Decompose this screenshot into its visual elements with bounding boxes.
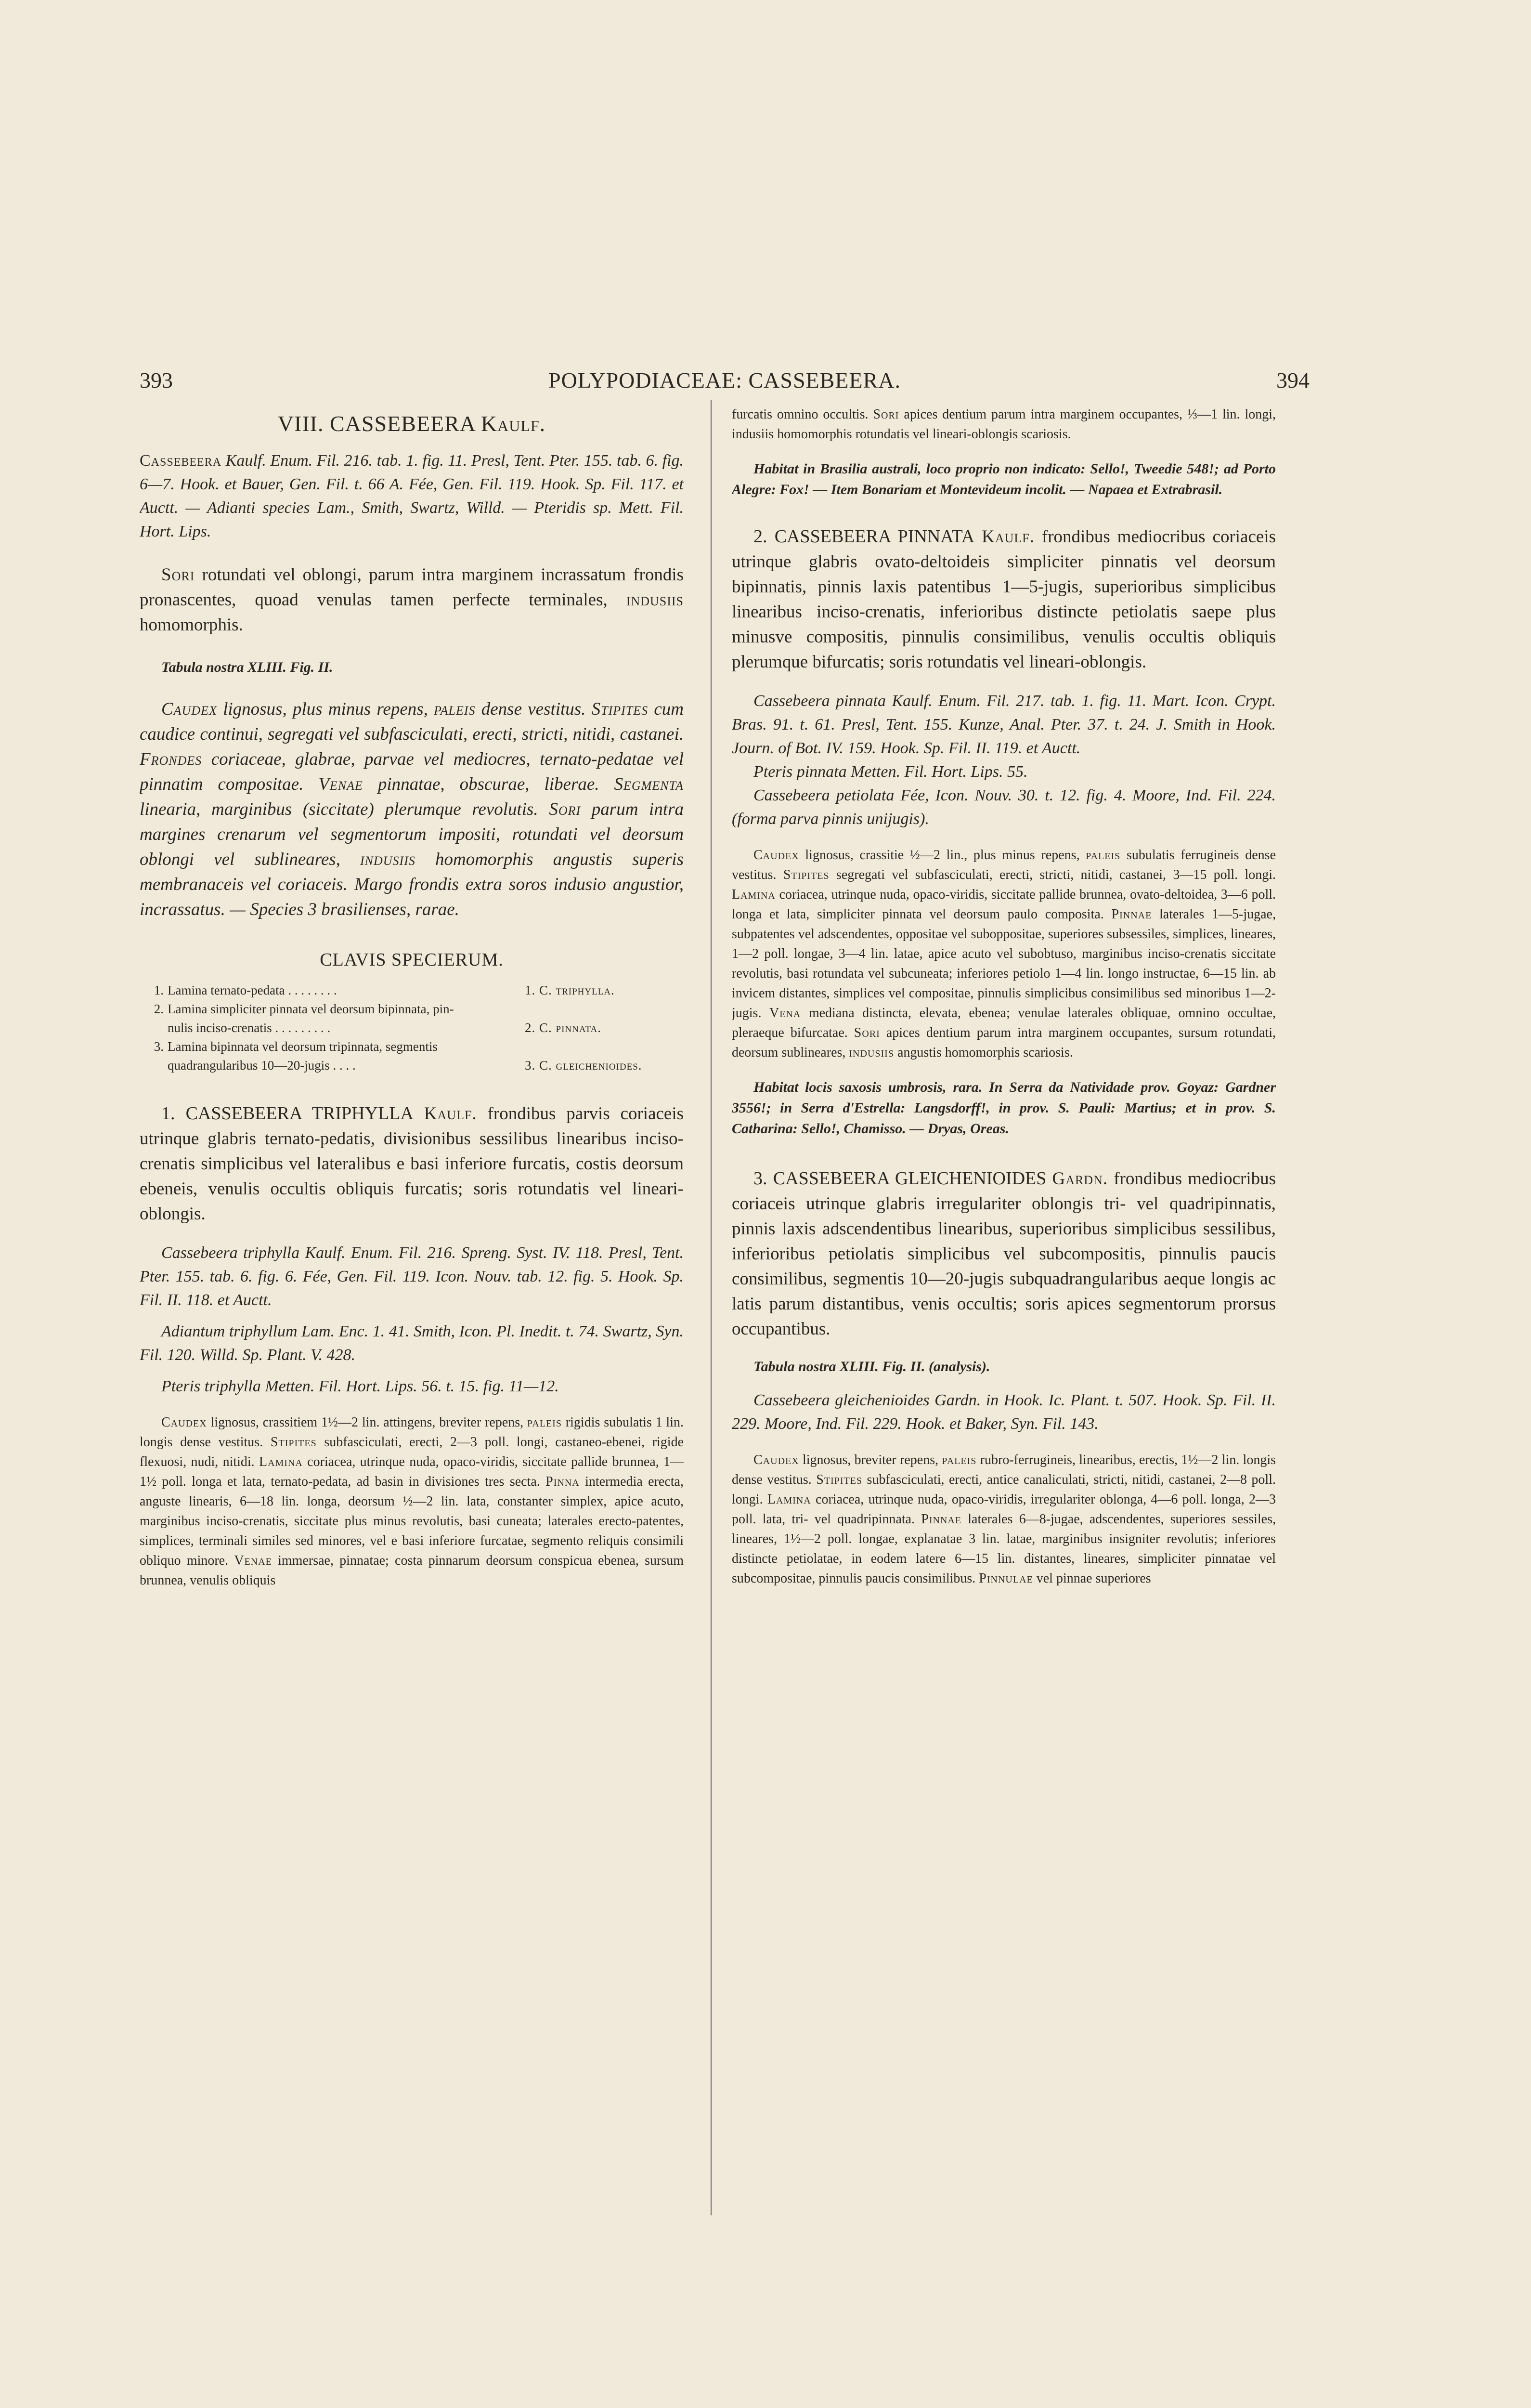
species2-description: Caudex lignosus, crassitie ½—2 lin., plus minus repens, paleis subulatis ferrugineis dense vestitus. Stipites segregati vel subfasciculati, erecti, stricti, nitidi, castanei, 3—15 poll. longi. Lamina coriacea, utrinque nuda, opaco-viridis, siccitate pallide brunnea, ovato-deltoidea, 3—6 poll. longa et lata, simpliciter pinnata vel deorsum paulo composita. Pinnae laterales 1—5-jugae, subpatentes vel adscendentes, oppositae vel suboppositae, superiores subsessiles, simplices, lineares, 1—2 poll. longae, 3—4 lin. latae, apice acuto vel subobtuso, marginibus inciso-crenatis siccitate revolutis, basi rotundata vel subcuneata; inferiores petiolo 1—4 lin. longo instructae, 6—15 lin. ab invicem distantes, simplices vel compositae, pinnulis simplicibus consimilibus sed minoribus 1—2-jugis. Vena mediana distincta, elevata, ebenea; venulae laterales obliquae, omnino occultae, pleraeque bifurcatae. Sori apices dentium parum intra marginem occupantes, sursum rotundati, deorsum sublineares, indusiis angustis homomorphis scariosis. — [732, 848, 1276, 1060]
key-row-continuation: nulis inciso-crenatis . . . . . . . . . 2. C. pinnata. — [168, 1021, 602, 1035]
species2-habitat: Habitat locis saxosis umbrosis, rara. In Serra da Natividade prov. Goyaz: Gardner 3556!; in Serra d'Estrella: Langsdorff!, in prov. S. Pauli: Martius; et in prov. S. Catharina: Sello!, Chamisso. — Dryas, Oreas. — [732, 1079, 1276, 1137]
page-number-left: 393 — [140, 368, 173, 393]
page-header — [140, 366, 1310, 395]
species1-habitat: Habitat in Brasilia australi, loco proprio non indicato: Sello!, Tweedie 548!; ad Porto Alegre: Fox! — Item Bonariam et Montevideum incolit. — Napaea et Extrabrasil. — [732, 461, 1276, 497]
key-row: 3. Lamina bipinnata vel deorsum tripinnata, segmentis — [154, 1039, 438, 1054]
species3-tabula-ref: Tabula nostra XLIII. Fig. II. (analysis). — [753, 1359, 990, 1374]
species3-diagnosis: 3. CASSEBEERA GLEICHENIOIDES Gardn. frondibus mediocribus coriaceis utrinque glabris irregulariter oblongis tri- vel quadripinnatis, pinnis laxis adscendentibus linearibus, superioribus simplicibus sessilibus, inferioribus petiolatis simplicibus vel subcompositis, pinnulis paucis consimilibus, segmentis 10—20-jugis subquadrangularibus aeque longis ac latis parum distantibus, venis occultis; soris apices segmentorum prorsus occupantibus. — [732, 1168, 1276, 1339]
clavis-heading: CLAVIS SPECIERUM. — [320, 950, 504, 970]
species-key — [140, 981, 684, 1075]
left-column — [140, 405, 684, 2225]
species1-diagnosis: 1. CASSEBEERA TRIPHYLLA Kaulf. frondibus parvis coriaceis utrinque glabris ternato-pedatis, divisionibus sessilibus linearibus inciso-crenatis simplicibus vel lateralibus e basi inferiore furcatis, costis deorsum ebeneis, venulis occultis obliquis furcatis; soris rotundatis vel lineari-oblongis. — [140, 1103, 684, 1224]
species2-diagnosis: 2. CASSEBEERA PINNATA Kaulf. frondibus mediocribus coriaceis utrinque glabris ovato-deltoideis simpliciter pinnatis vel deorsum bipinnatis, pinnis laxis patentibus 1—5-jugis, superioribus simplicibus linearibus inciso-crenatis, inferioribus distincte petiolatis saepe plus minusve compositis, pinnulis consimilibus, venulis occultis obliquis plerumque bifurcatis; soris rotundatis vel lineari-oblongis. — [732, 526, 1276, 672]
key-row-continuation: quadrangularibus 10—20-jugis . . . . 3. C. gleichenioides. — [168, 1058, 642, 1073]
right-column — [732, 405, 1276, 2225]
genus-heading: VIII. CASSEBEERA Kaulf. — [277, 411, 546, 436]
species3-description: Caudex lignosus, breviter repens, paleis rubro-ferrugineis, linearibus, erectis, 1½—2 lin. longis dense vestitus. Stipites subfasciculati, erecti, antice canaliculati, stricti, nitidi, castanei, 2—8 poll. longi. Lamina coriacea, utrinque nuda, opaco-viridis, irregulariter oblonga, 4—6 poll. longa, 2—3 poll. lata, tri- vel quadripinnata. Pinnae laterales 6—8-jugae, adscendentes, superiores sessiles, lineares, 1½—2 poll. longae, explanatae 3 lin. latae, marginibus insigniter revolutis; inferiores distincte petiolatae, in eodem latere 6—15 lin. distantes, lineares, simpliciter pinnatae vel subcompositae, pinnulis paucis consimilibus. Pinnulae vel pinnae superiores — [732, 1453, 1276, 1586]
running-title: POLYPODIACEAE: CASSEBEERA. — [548, 368, 901, 393]
key-row: 2. Lamina simpliciter pinnata vel deorsum bipinnata, pin- — [154, 1002, 454, 1016]
species1-synonymy-1: Cassebeera triphylla Kaulf. Enum. Fil. 216. Spreng. Syst. IV. 118. Presl, Tent. Pter. 155. tab. 6. fig. 6. Fée, Gen. Fil. 119. Icon. Nouv. tab. 12. fig. 5. Hook. Sp. Fil. II. 118. et Auctt. — [140, 1244, 684, 1309]
species2-synonymy-2: Pteris pinnata Metten. Fil. Hort. Lips. 55. — [753, 763, 1028, 781]
genus-tabula-ref: Tabula nostra XLIII. Fig. II. — [161, 659, 333, 675]
species1-synonymy-2: Adiantum triphyllum Lam. Enc. 1. 41. Smith, Icon. Pl. Inedit. t. 74. Swartz, Syn. Fil. 120. Willd. Sp. Plant. V. 428. — [140, 1322, 684, 1364]
column-divider — [711, 400, 712, 2215]
species1-synonymy-3: Pteris triphylla Metten. Fil. Hort. Lips. 56. t. 15. fig. 11—12. — [161, 1377, 559, 1395]
species1-description-continued: furcatis omnino occultis. Sori apices dentium parum intra marginem occupantes, ⅓—1 lin. longi, indusiis homomorphis rotundatis vel lineari-oblongis scariosis. — [732, 407, 1276, 442]
genus-description: Sori rotundati vel oblongi, parum intra marginem incrassatum frondis pronascentes, quoad venulas tamen perfecte terminales, indusiis homomorphis. — [140, 565, 684, 635]
species3-synonymy: Cassebeera gleichenioides Gardn. in Hook. Ic. Plant. t. 507. Hook. Sp. Fil. II. 229. Moore, Ind. Fil. 229. Hook. et Baker, Syn. Fil. 143. — [732, 1391, 1276, 1433]
genus-synonymy: Cassebeera Kaulf. Enum. Fil. 216. tab. 1. fig. 11. Presl, Tent. Pter. 155. tab. 6. fig. 6—7. Hook. et Bauer, Gen. Fil. t. 66 A. Fée, Gen. Fil. 119. Hook. Sp. Fil. 117. et Auctt. — Adianti species Lam., Smith, Swartz, Willd. — Pteridis sp. Mett. Fil. Hort. Lips. — [140, 452, 684, 540]
key-row: 1. Lamina ternato-pedata . . . . . . . . 1. C. triphylla. — [154, 983, 615, 997]
genus-characters: Caudex lignosus, plus minus repens, paleis dense vestitus. Stipites cum caudice continui, segregati vel subfasciculati, erecti, stricti, nitidi, castanei. Frondes coriaceae, glabrae, parvae vel mediocres, ternato-pedatae vel pinnatim compositae. Venae pinnatae, obscurae, liberae. Segmenta linearia, marginibus (siccitate) plerumque revolutis. Sori parum intra margines crenarum vel segmentorum impositi, rotundati vel deorsum oblongi vel sublineares, indusiis homomorphis angustis superis membranaceis vel coriaceis. Margo frondis extra soros indusio angustior, incrassatus. — Species 3 brasilienses, rarae. — [140, 699, 684, 919]
page-number-right: 394 — [1276, 368, 1310, 393]
species1-description: Caudex lignosus, crassitiem 1½—2 lin. attingens, breviter repens, paleis rigidis subulatis 1 lin. longis dense vestitus. Stipites subfasciculati, erecti, 2—3 poll. longi, castaneo-ebenei, rigide flexuosi, nudi, nitidi. Lamina coriacea, utrinque nuda, opaco-viridis, siccitate pallide brunnea, 1—1½ poll. longa et lata, ternato-pedata, ad basin in divisiones tres secta. Pinna intermedia erecta, anguste linearis, 6—18 lin. longa, deorsum ½—2 lin. lata, constanter simplex, apice acuto, marginibus inciso-crenatis, siccitate plus minus revolutis, basi cuneata; laterales erecto-patentes, simplices, terminali similes sed minores, vel e basi inferiore furcatae, segmento reliquis consimili obliquo minore. Venae immersae, pinnatae; costa pinnarum deorsum conspicua ebenea, sursum brunnea, venulis obliquis — [140, 1415, 684, 1588]
species2-synonymy-3: Cassebeera petiolata Fée, Icon. Nouv. 30. t. 12. fig. 4. Moore, Ind. Fil. 224. (forma parva pinnis unijugis). — [732, 786, 1276, 828]
species2-synonymy-1: Cassebeera pinnata Kaulf. Enum. Fil. 217. tab. 1. fig. 11. Mart. Icon. Crypt. Bras. 91. t. 61. Presl, Tent. 155. Kunze, Anal. Pter. 37. t. 24. J. Smith in Hook. Journ. of Bot. IV. 159. Hook. Sp. Fil. II. 119. et Auctt. — [732, 692, 1276, 757]
